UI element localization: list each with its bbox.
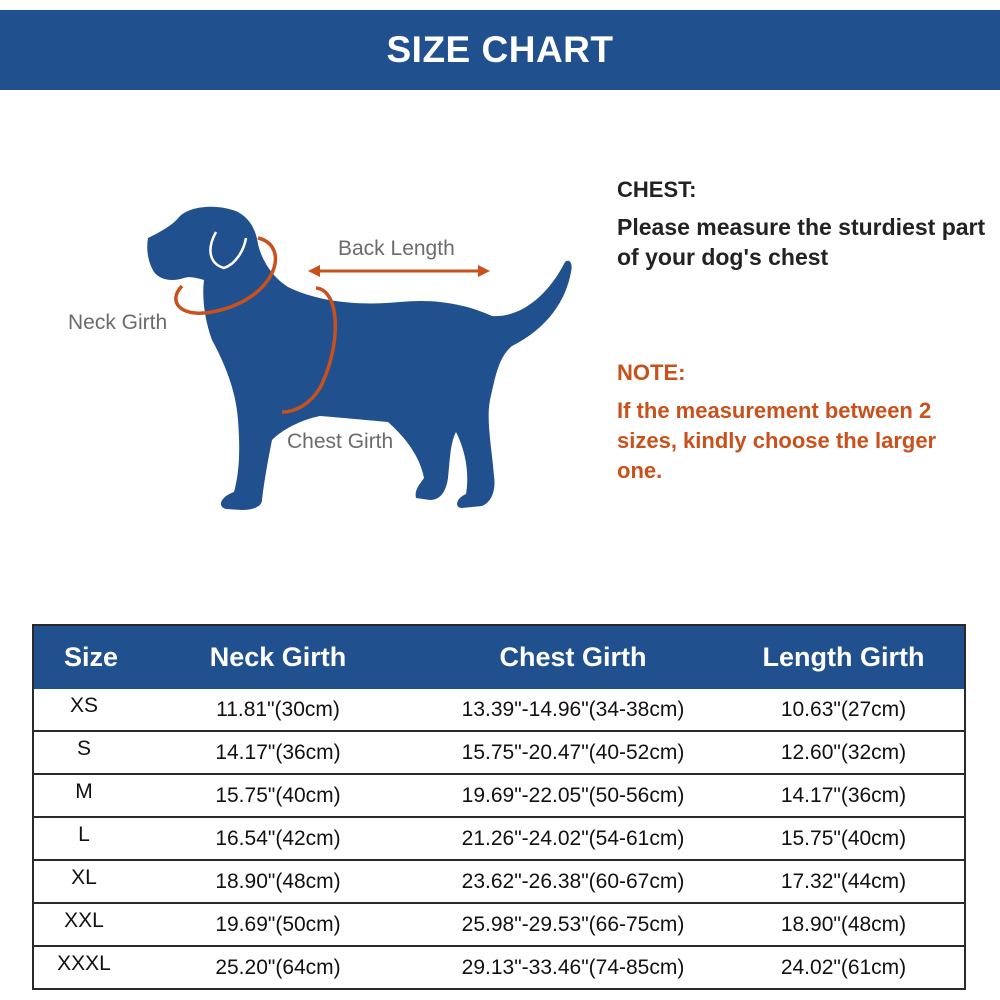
chest-girth-cell: 29.13"-33.46"(74-85cm)	[423, 946, 723, 989]
size-cell	[33, 946, 133, 989]
size-value: L	[78, 822, 90, 846]
size-cell	[33, 689, 133, 731]
table-row	[33, 731, 965, 774]
size-cell	[33, 817, 133, 860]
table-row	[33, 860, 965, 903]
length-girth-cell: 24.02"(61cm)	[723, 946, 965, 989]
size-value: XXXL	[57, 951, 111, 975]
neck-girth-cell: 19.69"(50cm)	[133, 903, 423, 946]
column-header-length-girth: Length Girth	[723, 625, 965, 689]
table-row	[33, 817, 965, 860]
chest-girth-cell: 25.98"-29.53"(66-75cm)	[423, 903, 723, 946]
table-header-row	[33, 625, 965, 689]
note-heading: NOTE:	[617, 360, 686, 385]
arrowhead-left-icon	[308, 265, 320, 277]
arrowhead-right-icon	[478, 265, 490, 277]
table-row	[33, 946, 965, 989]
dog-measurement-diagram	[40, 170, 600, 530]
size-cell	[33, 774, 133, 817]
length-girth-cell: 15.75"(40cm)	[723, 817, 965, 860]
chest-girth-cell: 23.62"-26.38"(60-67cm)	[423, 860, 723, 903]
length-girth-cell: 10.63"(27cm)	[723, 689, 965, 731]
column-header-size: Size	[33, 625, 133, 689]
chest-girth-cell: 13.39"-14.96"(34-38cm)	[423, 689, 723, 731]
length-girth-cell: 18.90"(48cm)	[723, 903, 965, 946]
neck-girth-cell: 16.54"(42cm)	[133, 817, 423, 860]
table-row	[33, 903, 965, 946]
size-value: S	[76, 736, 91, 760]
page-title: SIZE CHART	[386, 29, 614, 70]
length-girth-cell: 14.17"(36cm)	[723, 774, 965, 817]
size-value: XL	[71, 865, 97, 889]
length-girth-cell: 17.32"(44cm)	[723, 860, 965, 903]
table-row	[33, 689, 965, 731]
neck-girth-cell: 15.75"(40cm)	[133, 774, 423, 817]
neck-girth-cell: 25.20"(64cm)	[133, 946, 423, 989]
back-length-label: Back Length	[338, 237, 455, 260]
note-text: If the measurement between 2 sizes, kindly choose the larger one.	[617, 398, 937, 483]
header-banner	[0, 10, 1000, 90]
chest-instruction: Please measure the sturdiest part of your dog's chest	[617, 214, 986, 270]
chest-girth-cell: 19.69"-22.05"(50-56cm)	[423, 774, 723, 817]
neck-girth-cell: 14.17"(36cm)	[133, 731, 423, 774]
size-cell	[33, 903, 133, 946]
size-value: XS	[69, 693, 98, 717]
column-header-chest-girth: Chest Girth	[423, 625, 723, 689]
chest-girth-label: Chest Girth	[287, 430, 394, 453]
neck-girth-cell: 18.90"(48cm)	[133, 860, 423, 903]
size-cell	[33, 860, 133, 903]
chest-girth-cell: 15.75"-20.47"(40-52cm)	[423, 731, 723, 774]
dog-illustration	[40, 170, 600, 530]
size-value: XXL	[64, 908, 104, 932]
neck-girth-cell: 11.81"(30cm)	[133, 689, 423, 731]
neck-girth-label: Neck Girth	[68, 311, 168, 334]
size-table	[32, 624, 966, 990]
size-cell	[33, 731, 133, 774]
column-header-neck-girth: Neck Girth	[133, 625, 423, 689]
chest-heading: CHEST:	[617, 177, 697, 202]
size-value: M	[75, 779, 93, 803]
table-row	[33, 774, 965, 817]
chest-girth-cell: 21.26"-24.02"(54-61cm)	[423, 817, 723, 860]
length-girth-cell: 12.60"(32cm)	[723, 731, 965, 774]
